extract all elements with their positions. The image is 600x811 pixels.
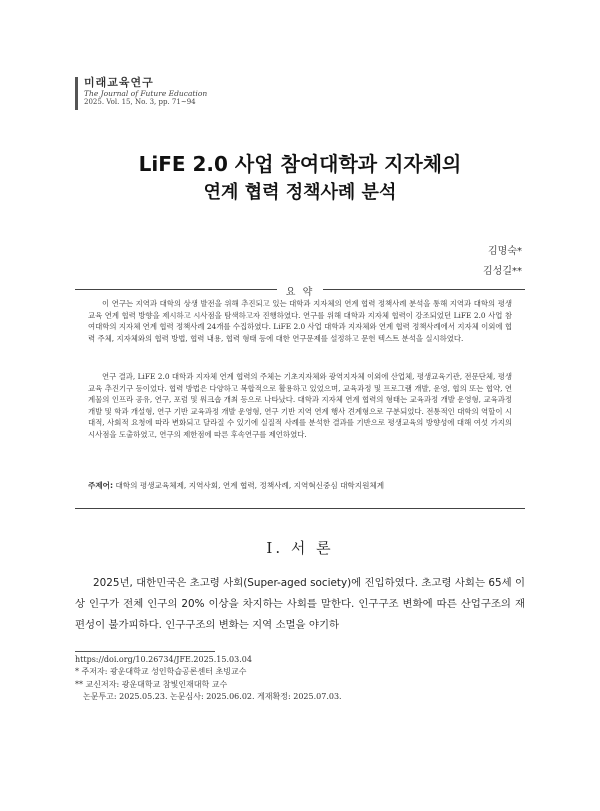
footnote-corresponding-author: ** 교신저자: 광운대학교 참빛인재대학 교수 bbox=[75, 679, 228, 689]
journal-name-english: The Journal of Future Education bbox=[84, 89, 208, 98]
keywords-label: 주제어: bbox=[88, 481, 114, 490]
footnote-rule bbox=[75, 651, 215, 652]
keywords bbox=[88, 480, 512, 491]
journal-header bbox=[75, 77, 251, 110]
journal-volume-info: 2025. Vol. 15, No. 3, pp. 71~94 bbox=[84, 98, 196, 106]
abstract-paragraph-1: 이 연구는 지역과 대학의 상생 발전을 위해 추진되고 있는 대학과 지자체의 연계 협력 정책사례 분석을 통해 지역과 대학의 평생교육 연계 협력 방향을 제시하고 시사점을 탐색하고자 진행하였다. 연구를 위해 대학과 지자체 협력이 강조되었던 LiFE 2.0 사업 참여대학의 지자체 연계 협력 정책사례 24개를 수집하였다. LiFE 2.0 사업 대학과 지자체와 연계 협력 정책사례에서 지자체 이외에 협력 주체, 지자체와의 협력 방법, 협력 내용, 협력 형태 등에 대한 연구문제를 설정하고 문헌 텍스트 분석을 실시하였다. bbox=[88, 299, 512, 343]
abstract-paragraph-2: 연구 결과, LiFE 2.0 대학과 지자체 연계 협력의 주체는 기초지자체와 광역지자체 이외에 산업체, 평생교육기관, 전문단체, 평생교육 추진기구 등이었다. 협력 방법은 다양하고 복합적으로 활용하고 있었으며, 교육과정 및 프로그램 개발, 운영, 협의 또는 협약, 연계물의 인프라 공유, 연구, 포럼 및 워크숍 개최 등으로 나타났다. 대학과 지자체 연계 협력의 형태는 교육과정 개발 운영형, 교육과정 개발 및 학과 개설형, 연구 기반 교육과정 개발 운영형, 연구 기반 지역 연계 행사 견계형으로 구분되었다. 전통적인 대학의 역할이 시대적, 사회적 요청에 따라 변화되고 달라질 수 있기에 실질적 사례를 분석한 결과를 기반으로 평생교육의 방향성에 대해 여섯 가지의 시사점을 도출하였고, 연구의 제한점에 따른 후속연구를 제언하였다. bbox=[88, 372, 512, 439]
section-heading-introduction: Ⅰ. 서 론 bbox=[266, 539, 334, 557]
footnotes bbox=[75, 654, 525, 704]
abstract-label: 요 약 bbox=[277, 283, 323, 298]
keywords-text: 대학의 평생교육체제, 지역사회, 연계 협력, 정책사례, 지역혁신중심 대학지원체계 bbox=[115, 481, 385, 490]
paper-title-line-1: LiFE 2.0 사업 참여대학과 지자체의 bbox=[138, 152, 462, 176]
body-paragraph: 2025년, 대한민국은 초고령 사회(Super-aged society)에 진입하였다. 초고령 사회는 65세 이상 인구가 전체 인구의 20% 이상을 차지하는 사회를 말한다. 인구구조 변화에 따른 산업구조의 재편성이 불가피하다. 인구구조의 변화는 지역 소멸을 야기하 bbox=[75, 577, 525, 631]
doi-link[interactable]: https://doi.org/10.26734/JFE.2025.15.03.04 bbox=[75, 655, 252, 664]
journal-name: 미래교육연구 bbox=[84, 76, 154, 89]
paper-title-line-2: 연계 협력 정책사례 분석 bbox=[203, 182, 397, 203]
footnote-first-author: * 주저자: 광운대학교 성인학습공론센터 초빙교수 bbox=[75, 667, 247, 677]
abstract-bottom-rule bbox=[75, 508, 525, 509]
submission-dates: 논문투고: 2025.05.23. 논문심사: 2025.06.02. 게재확정: 2025.07.03. bbox=[83, 692, 342, 702]
author-corresponding: 김성길** bbox=[483, 266, 522, 277]
author-first: 김명숙* bbox=[488, 246, 522, 257]
